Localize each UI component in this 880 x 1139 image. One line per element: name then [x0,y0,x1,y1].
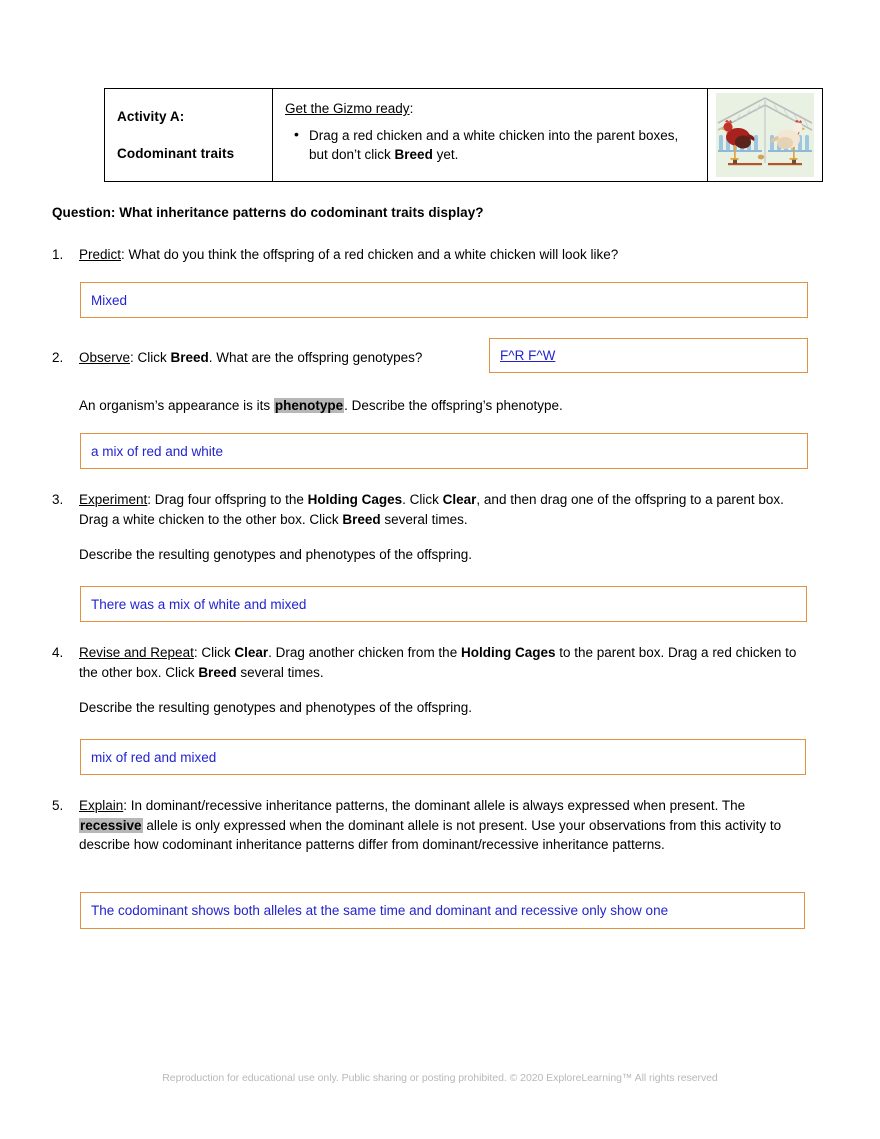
gizmo-ready-cell [273,89,708,182]
item-4 [52,643,808,718]
item-subtext: Describe the resulting genotypes and phenotypes of the offspring. [79,700,473,715]
answer-box-genotypes[interactable] [489,338,808,373]
answer-box-4[interactable] [80,739,806,775]
activity-label-cell [105,89,273,182]
answer-text: The codominant shows both alleles at the same time and dominant and recessive only show one [91,903,669,918]
bullet-text-part2: yet. [432,147,459,162]
item-text: : What do you think the offspring of a red chicken and a white chicken will look like? [121,247,619,262]
item-number: 3. [52,492,64,507]
item-bold-a: Breed [170,350,209,365]
gizmo-ready-colon: : [409,101,414,116]
activity-header-table [104,88,823,182]
item-lead: Explain [79,798,124,813]
answer-box-1[interactable] [80,282,808,318]
item-text-d: several times. [380,511,468,527]
item-body [79,245,808,265]
answer-text: mix of red and mixed [91,749,217,765]
item-subtext: Describe the resulting genotypes and phenotypes of the offspring. [79,547,473,562]
item-text-a: : Click [193,645,235,660]
item-text-b: allele is only expressed when the dominant allele is not present. Use your observations from this activity to describe how codominant inheritance patterns differ from dominant/recessive inheritance patterns. [79,817,782,852]
item-2-subtext [52,396,808,416]
item-3 [52,490,808,565]
answer-text: F^R F^W [500,348,556,363]
item-1 [52,245,808,265]
item-bold-b: Holding Cages [460,645,556,660]
highlight-phenotype: phenotype [274,398,344,413]
item-text-a: : In dominant/recessive inheritance patterns, the dominant allele is always expressed when present. The [123,798,746,813]
answer-text: a mix of red and white [91,443,224,459]
item-text-b: . Drag another chicken from the [268,645,461,660]
activity-title: Activity A: [117,109,185,124]
item-number: 4. [52,645,64,660]
answer-box-2[interactable] [80,433,808,469]
item-lead: Predict [79,247,122,262]
bullet-text-bold: Breed [394,147,433,162]
answer-box-5[interactable] [80,892,805,929]
item-body [79,643,808,718]
item-lead: Experiment [79,492,148,507]
item-text-a: : Click [130,350,171,365]
item-text-a: : Drag four offspring to the [147,492,308,507]
gizmo-ready-title: Get the Gizmo ready [285,101,410,116]
item-bold-c: Breed [342,511,381,527]
item-lead: Observe [79,350,131,365]
item-number: 5. [52,798,64,813]
answer-text: There was a mix of white and mixed [91,596,307,612]
activity-subtitle: Codominant traits [117,146,235,161]
bullet-text-part1: Drag a red chicken and a white chicken into the parent boxes, but don’t click [309,128,679,162]
item-bold-b: Clear [442,492,477,507]
activity-header-row [105,89,823,182]
answer-box-3[interactable] [80,586,807,622]
item-text-b: . What are the offspring genotypes? [208,350,423,365]
sub-text-b: . Describe the offspring’s phenotype. [344,398,563,413]
item-body [79,796,808,855]
answer-text: Mixed [91,292,128,308]
item-bold-a: Clear [234,645,269,660]
highlight-recessive: recessive [80,817,142,833]
coop-image-cell [708,89,823,182]
item-text-c: to the parent box. Drag a red chicken to the other box. Click [79,645,797,680]
item-5 [52,796,808,855]
item-number: 1. [52,247,64,262]
sub-text-a: An organism’s appearance is its [79,398,274,413]
spacer [117,125,272,145]
item-lead: Revise and Repeat [79,645,194,660]
item-text-c: , and then drag one of the offspring to a parent box. Drag a white chicken to the other box. Click [79,492,784,527]
item-number: 2. [52,350,64,365]
footer-copyright: Reproduction for educational use only. Public sharing or posting prohibited. © 2020 ExploreLearning™ All rights reserved [162,1072,718,1084]
item-bold-a: Holding Cages [307,492,403,507]
item-text-d: several times. [236,664,324,680]
item-body [79,490,808,565]
chicken-coop-icon [716,93,814,177]
page-title: Question: What inheritance patterns do codominant traits display? [52,205,484,220]
item-body [79,396,808,416]
item-bold-c: Breed [198,664,237,680]
list-item [309,126,697,164]
item-text-b: . Click [402,492,443,507]
gizmo-ready-list [285,126,697,164]
